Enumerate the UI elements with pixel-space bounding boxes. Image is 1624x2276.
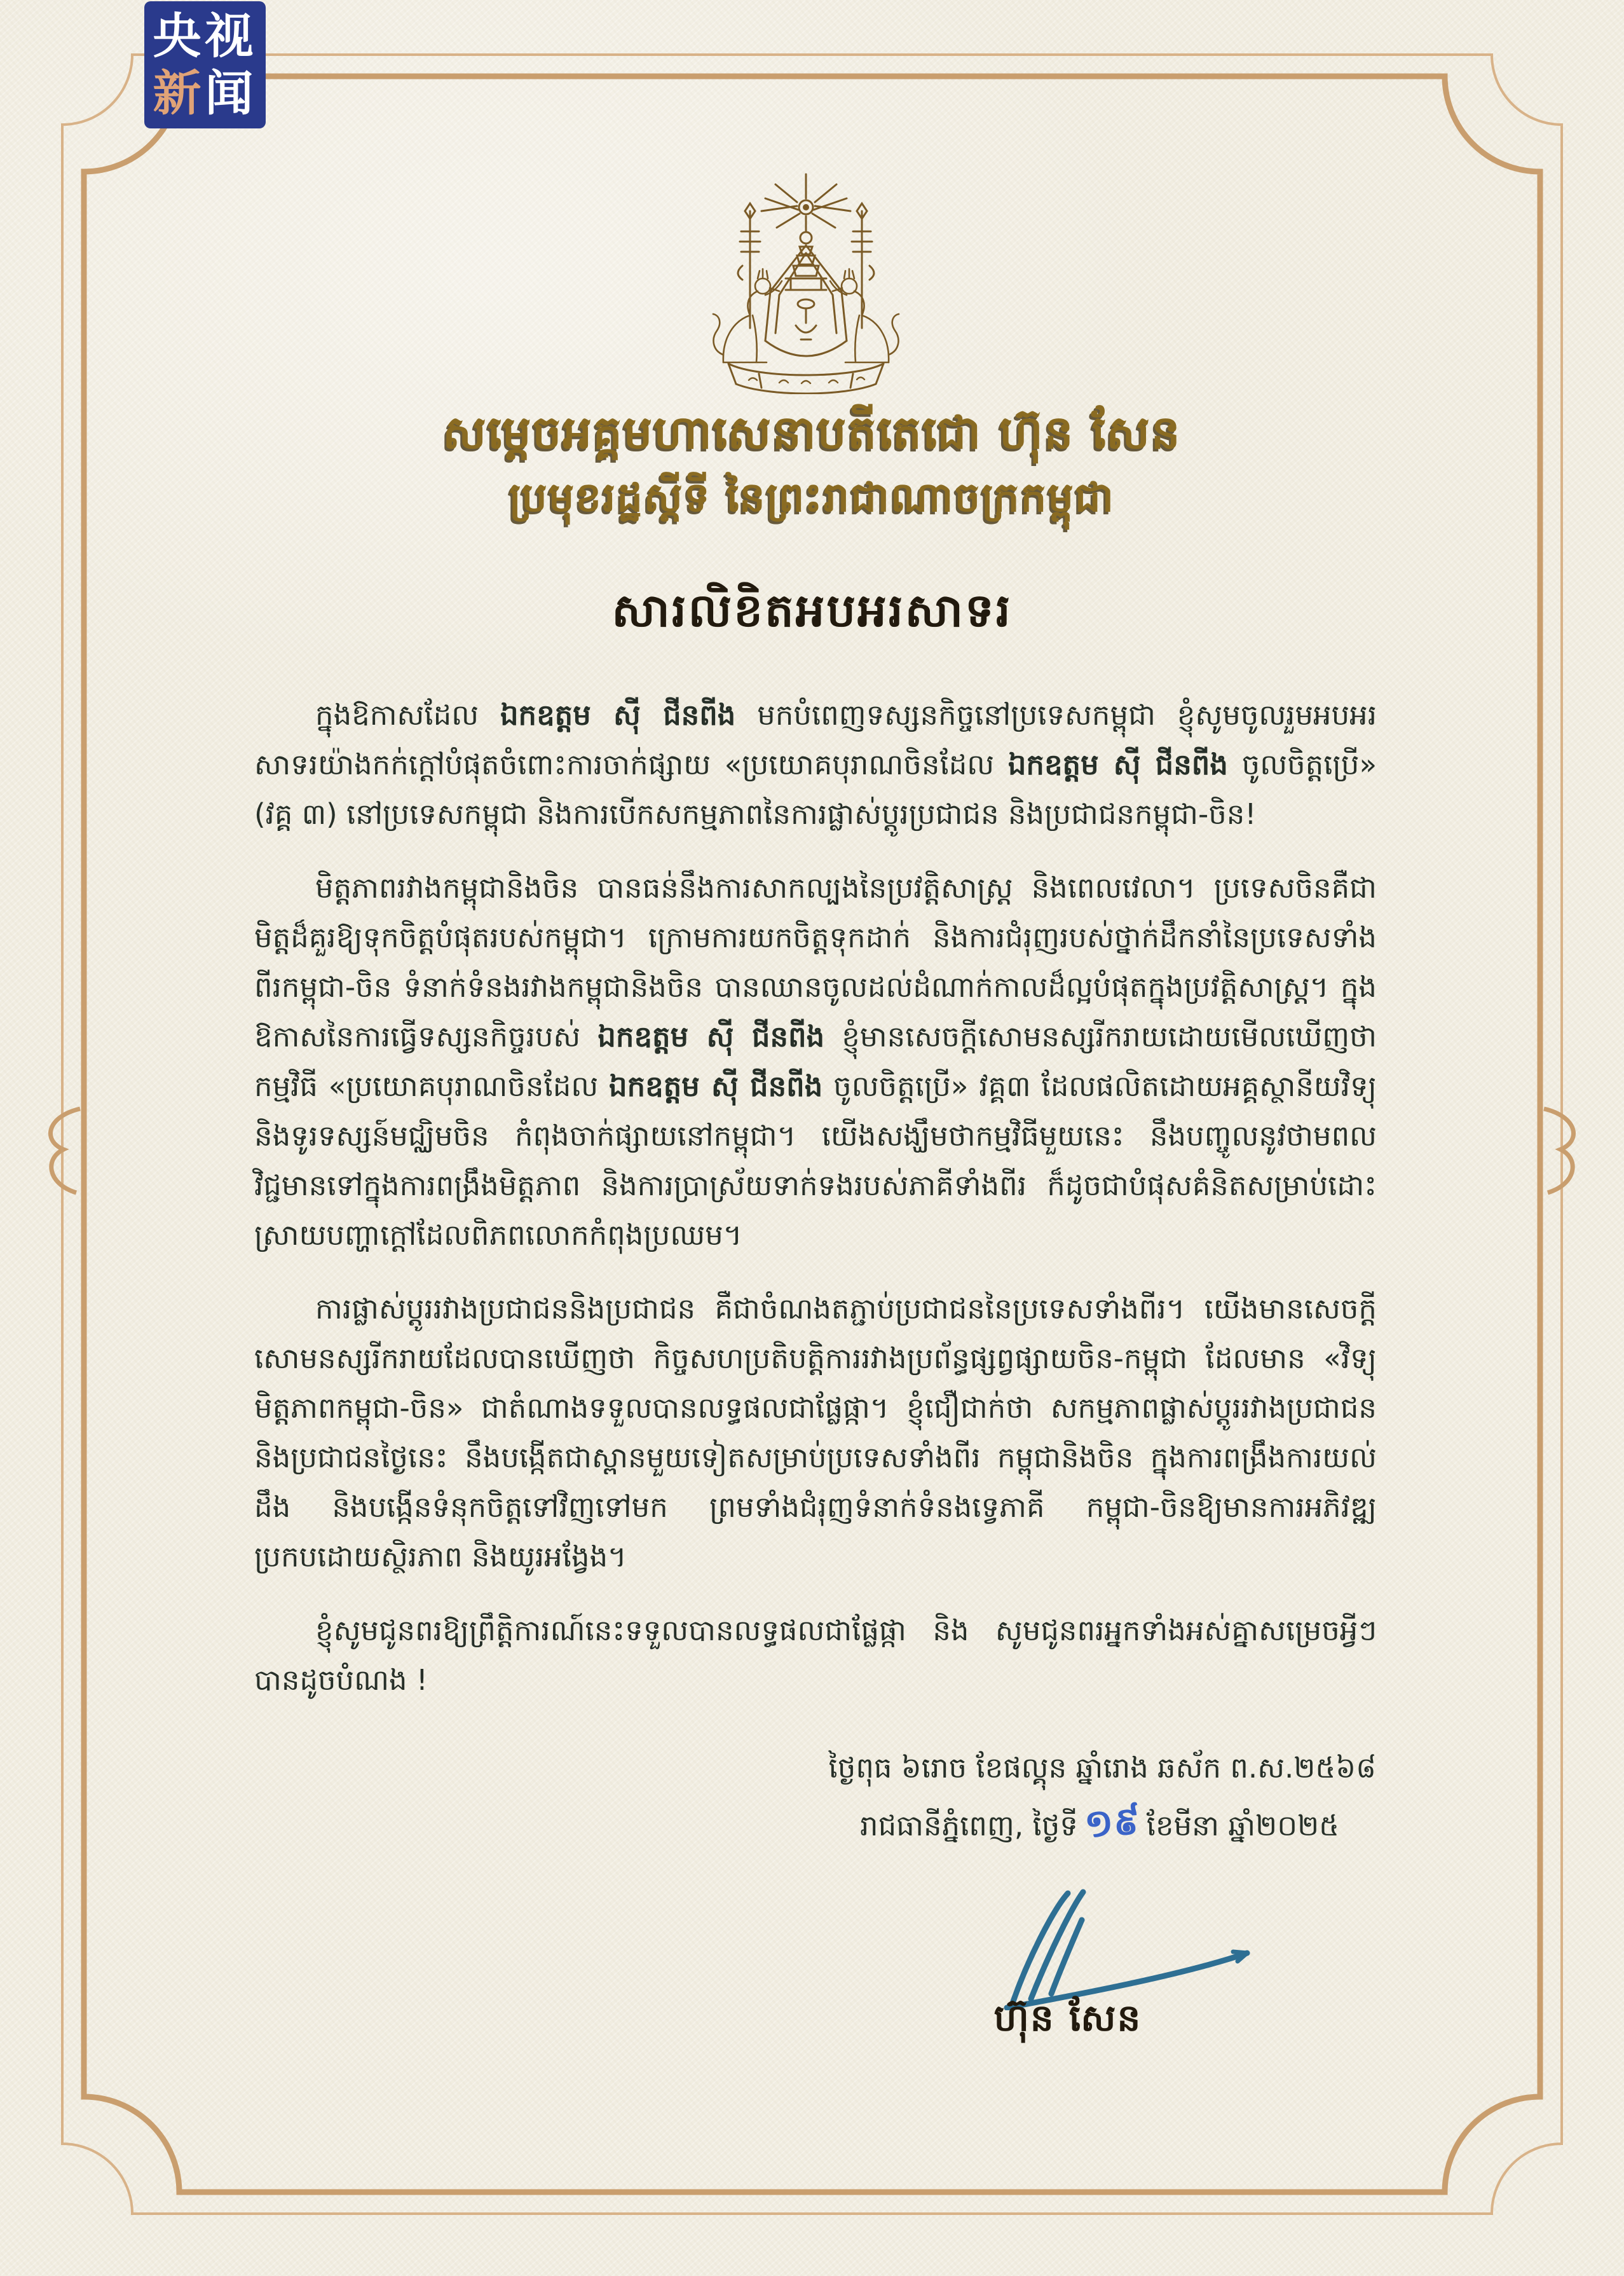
signatory-name: ហ៊ុន សែន <box>993 1996 1142 2039</box>
date-suffix: ខែមីនា ឆ្នាំ២០២៥ <box>1146 1809 1339 1842</box>
paragraph-text: ខ្ញុំសូមជូនពរឱ្យព្រឹត្តិការណ៍នេះទទួលបានលទ្ធផលជាផ្លែផ្កា និង សូមជូនពរអ្នកទាំងអស់គ្នាសម្រេចអ្វីៗបានដូចបំណង ! <box>254 1614 1377 1697</box>
radiant-star-icon <box>761 174 850 228</box>
letter-title: សារលិខិតអបអរសាទរ <box>611 584 1013 637</box>
paragraph-2 <box>254 863 1377 1260</box>
paragraph-text: មិត្តភាពរវាងកម្ពុជានិងចិន បានធន់នឹងការសាកល្បងនៃប្រវត្តិសាស្ត្រ និងពេលវេលា។ ប្រទេសចិនគឺជាមិត្តដ៏គួរឱ្យទុកចិត្តបំផុតរបស់កម្ពុជា។ ក្រោមការយកចិត្តទុកដាក់ និងការជំរុញរបស់ថ្នាក់ដឹកនាំនៃប្រទេសទាំងពីរកម្ពុជា-ចិន ទំនាក់ទំនងរវាងកម្ពុជានិងចិន បានឈានចូលដល់ដំណាក់កាលដ៏ល្អបំផុតក្នុងប្រវត្តិសាស្ត្រ។ ក្នុងឱកាសនៃការធ្វើទស្សនកិច្ចរបស់ <box>254 871 1377 1053</box>
logo-char-wen: 闻 <box>205 65 257 121</box>
logo-text-top: 央视 <box>153 8 257 64</box>
paragraph-3 <box>254 1284 1377 1582</box>
handwritten-day: ១៩ <box>1082 1799 1142 1847</box>
letterhead-line-1: សម្តេចអគ្គមហាសេនាបតីតេជោ ហ៊ុន សែន <box>442 406 1182 459</box>
cambodia-royal-arms-emblem <box>704 170 908 394</box>
tiered-spire <box>786 224 826 290</box>
paragraph-text: ការផ្លាស់ប្ដូររវាងប្រជាជននិងប្រជាជន គឺជាចំណងតភ្ជាប់ប្រជាជននៃប្រទេសទាំងពីរ។ យើងមានសេចក្ដីសោមនស្សរីករាយដែលបានឃើញថា កិច្ចសហប្រតិបត្តិការរវាងប្រព័ន្ធផ្សព្វផ្សាយចិន-កម្ពុជា ដែលមាន «វិទ្យុមិត្តភាពកម្ពុជា-ចិន» ជាតំណាងទទួលបានលទ្ធផលជាផ្លែផ្កា។ ខ្ញុំជឿជាក់ថា សកម្មភាពផ្លាស់ប្ដូររវាងប្រជាជននិងប្រជាជនថ្ងៃនេះ នឹងបង្កើតជាស្ពានមួយទៀតសម្រាប់ប្រទេសទាំងពីរ កម្ពុជានិងចិន ក្នុងការពង្រឹងការយល់ដឹង និងបង្កើនទំនុកចិត្តទៅវិញទៅមក ព្រមទាំងជំរុញទំនាក់ទំនងទ្វេភាគី កម្ពុជា-ចិនឱ្យមានការអភិវឌ្ឍប្រកបដោយស្ថិរភាព និងយូរអង្វែង។ <box>254 1292 1377 1573</box>
left-lion-supporter <box>713 269 782 362</box>
honorific-xi-jinping-bold: ឯកឧត្តម ស៊ី ជីនពីង <box>500 698 736 732</box>
honorific-xi-jinping-bold: ឯកឧត្តម ស៊ី ជីនពីង <box>597 1020 825 1053</box>
letterhead-line-2: ប្រមុខរដ្ឋស្តីទី នៃព្រះរាជាណាចក្រកម្ពុជា <box>509 474 1115 521</box>
hun-sen-signature <box>986 1883 1266 2010</box>
date-block <box>750 1741 1376 1853</box>
right-royal-standard <box>852 203 874 328</box>
left-edge-scroll-ornament <box>50 1109 80 1193</box>
right-lion-supporter <box>830 269 899 362</box>
date-line-gregorian <box>750 1795 1376 1853</box>
right-edge-scroll-ornament <box>1544 1109 1574 1193</box>
honorific-xi-jinping-bold: ឯកឧត្តម ស៊ី ជីនពីង <box>1007 748 1228 781</box>
cctv-news-logo <box>144 1 266 128</box>
paragraph-text: ចូលចិត្តប្រើ» វគ្គ៣ ដែលផលិតដោយអគ្គស្ថានីយវិទ្យុ និងទូរទស្សន៍មជ្ឈិមចិន កំពុងចាក់ផ្សាយនៅកម្ពុជា។ យើងសង្ឃឹមថាកម្មវិធីមួយនេះ នឹងបញ្ចូលនូវថាមពលវិជ្ជមានទៅក្នុងការពង្រឹងមិត្តភាព និងការប្រាស្រ័យទាក់ទងរបស់ភាគីទាំងពីរ ក៏ដូចជាបំផុសគំនិតសម្រាប់ដោះស្រាយបញ្ហាក្ដៅដែលពិភពលោកកំពុងប្រឈម។ <box>254 1069 1377 1252</box>
paragraph-text: ចូលចិត្តប្រើ» (វគ្គ ៣) នៅប្រទេសកម្ពុជា និងការបើកសកម្មភាពនៃការផ្លាស់ប្ដូរប្រជាជន និងប្រជាជនកម្ពុជា-ចិន! <box>254 748 1377 831</box>
paragraph-4 <box>254 1606 1377 1705</box>
left-royal-standard <box>738 203 760 328</box>
date-line-lunar: ថ្ងៃពុធ ៦រោច ខែផល្គុន ឆ្នាំរោង ឆស័ក ព.ស.២៥៦៨ <box>828 1751 1376 1785</box>
paragraph-text: ខ្ញុំមានសេចក្ដីសោមនស្សរីករាយដោយមើលឃើញថាកម្មវិធី «ប្រយោគបុរាណចិនដែល <box>254 1020 1377 1103</box>
logo-char-xin: 新 <box>153 65 205 121</box>
paragraph-1 <box>254 690 1377 839</box>
honorific-xi-jinping-bold: ឯកឧត្តម ស៊ី ជីនពីង <box>609 1069 823 1103</box>
motto-ribbon <box>728 364 884 394</box>
date-prefix: រាជធានីភ្នំពេញ, ថ្ងៃទី <box>860 1809 1078 1842</box>
letter-body <box>254 690 1377 1729</box>
central-chalice <box>765 245 847 356</box>
paragraph-text: មកបំពេញទស្សនកិច្ចនៅប្រទេសកម្ពុជា ខ្ញុំសូមចូលរួមអបអរសាទរយ៉ាងកក់ក្ដៅបំផុតចំពោះការចាក់ផ្សាយ «ប្រយោគបុរាណចិនដែល <box>254 698 1377 781</box>
paragraph-text: ក្នុងឱកាសដែល <box>315 698 500 732</box>
logo-text-bottom <box>153 65 257 122</box>
